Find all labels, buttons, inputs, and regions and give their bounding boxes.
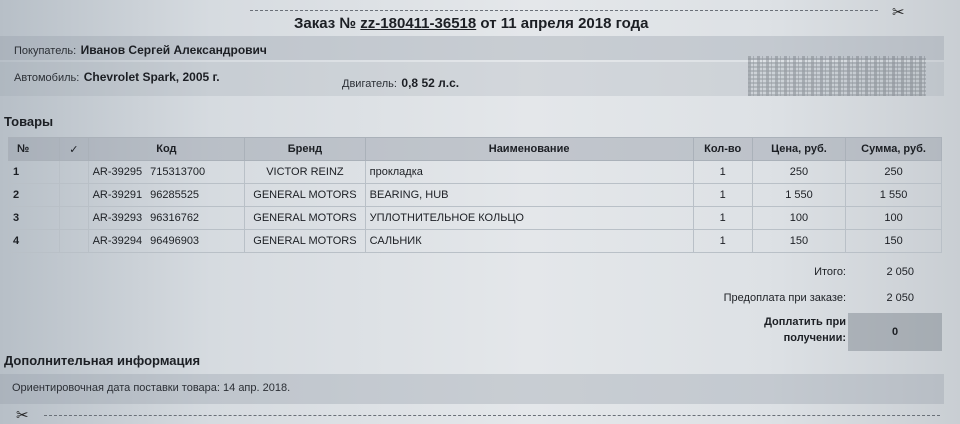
row-article: AR-39294 <box>92 235 143 247</box>
table-row <box>9 161 942 184</box>
row-name: УПЛОТНИТЕЛЬНОЕ КОЛЬЦО <box>365 207 693 230</box>
due-label-line1: Доплатить при <box>764 316 846 328</box>
col-qty-header: Кол-во <box>693 138 752 161</box>
car-line <box>14 68 220 86</box>
row-part-number: 715313700 <box>150 166 206 178</box>
engine-value: 0,8 52 л.с. <box>401 76 460 90</box>
due-amount-box <box>848 313 942 351</box>
due-value: 0 <box>891 326 899 338</box>
order-date: от 11 апреля 2018 года <box>480 15 649 32</box>
col-number-header: № <box>9 138 60 161</box>
row-brand: GENERAL MOTORS <box>245 230 365 253</box>
row-name: САЛЬНИК <box>365 230 693 253</box>
row-article: AR-39295 <box>92 166 143 178</box>
row-price: 100 <box>752 207 845 230</box>
row-price: 150 <box>752 230 845 253</box>
scissors-icon: ✂ <box>892 4 905 21</box>
prepay-value: 2 050 <box>886 292 914 304</box>
row-code <box>88 230 245 253</box>
table-row <box>9 207 942 230</box>
row-number: 1 <box>9 161 60 184</box>
row-qty: 1 <box>693 230 752 253</box>
row-code <box>88 184 245 207</box>
prepay-label: Предоплата при заказе: <box>723 292 846 304</box>
total-value: 2 050 <box>886 266 914 278</box>
goods-heading: Товары <box>4 114 54 129</box>
table-row <box>9 230 942 253</box>
due-label <box>740 314 846 346</box>
barcode-stamp <box>748 56 926 96</box>
col-sum-header: Сумма, руб. <box>846 138 942 161</box>
row-part-number: 96285525 <box>150 189 200 201</box>
col-brand-header: Бренд <box>245 138 365 161</box>
order-title <box>294 15 649 32</box>
col-check-header: ✓ <box>60 138 88 161</box>
row-number: 3 <box>9 207 60 230</box>
row-brand: GENERAL MOTORS <box>245 184 365 207</box>
row-sum: 150 <box>846 230 942 253</box>
row-qty: 1 <box>693 207 752 230</box>
row-article: AR-39291 <box>92 189 143 201</box>
row-number: 4 <box>9 230 60 253</box>
buyer-line <box>14 41 267 59</box>
goods-header-row <box>9 138 942 161</box>
due-label-line2: получении: <box>783 332 846 344</box>
total-label: Итого: <box>814 266 846 278</box>
row-name: прокладка <box>365 161 693 184</box>
row-check <box>60 207 88 230</box>
row-qty: 1 <box>693 161 752 184</box>
row-brand: GENERAL MOTORS <box>245 207 365 230</box>
row-name: BEARING, HUB <box>365 184 693 207</box>
col-price-header: Цена, руб. <box>752 138 845 161</box>
delivery-note: Ориентировочная дата поставки товара: 14 апр. 2018. <box>12 382 291 394</box>
row-code <box>88 161 245 184</box>
row-price: 250 <box>752 161 845 184</box>
order-title-prefix: Заказ № <box>294 15 357 32</box>
row-part-number: 96316762 <box>150 212 200 224</box>
additional-heading: Дополнительная информация <box>4 353 201 368</box>
col-name-header: Наименование <box>365 138 693 161</box>
table-row <box>9 184 942 207</box>
car-value: Chevrolet Spark, 2005 г. <box>83 70 220 84</box>
col-code-header: Код <box>88 138 245 161</box>
engine-label: Двигатель: <box>342 78 397 90</box>
row-sum: 1 550 <box>846 184 942 207</box>
engine-line <box>342 74 459 92</box>
buyer-name: Иванов Сергей Александрович <box>80 43 267 57</box>
row-number: 2 <box>9 184 60 207</box>
row-part-number: 96496903 <box>150 235 200 247</box>
row-article: AR-39293 <box>92 212 143 224</box>
scissors-icon: ✂ <box>16 407 29 424</box>
row-check <box>60 161 88 184</box>
buyer-label: Покупатель: <box>14 45 77 57</box>
goods-table <box>8 137 942 253</box>
row-sum: 250 <box>846 161 942 184</box>
row-check <box>60 230 88 253</box>
row-check <box>60 184 88 207</box>
order-number: zz-180411-36518 <box>360 15 477 32</box>
car-label: Автомобиль: <box>14 72 80 84</box>
row-sum: 100 <box>846 207 942 230</box>
row-qty: 1 <box>693 184 752 207</box>
row-code <box>88 207 245 230</box>
cut-line-top <box>250 10 878 11</box>
cut-line-bottom <box>44 415 940 416</box>
row-price: 1 550 <box>752 184 845 207</box>
row-brand: VICTOR REINZ <box>245 161 365 184</box>
